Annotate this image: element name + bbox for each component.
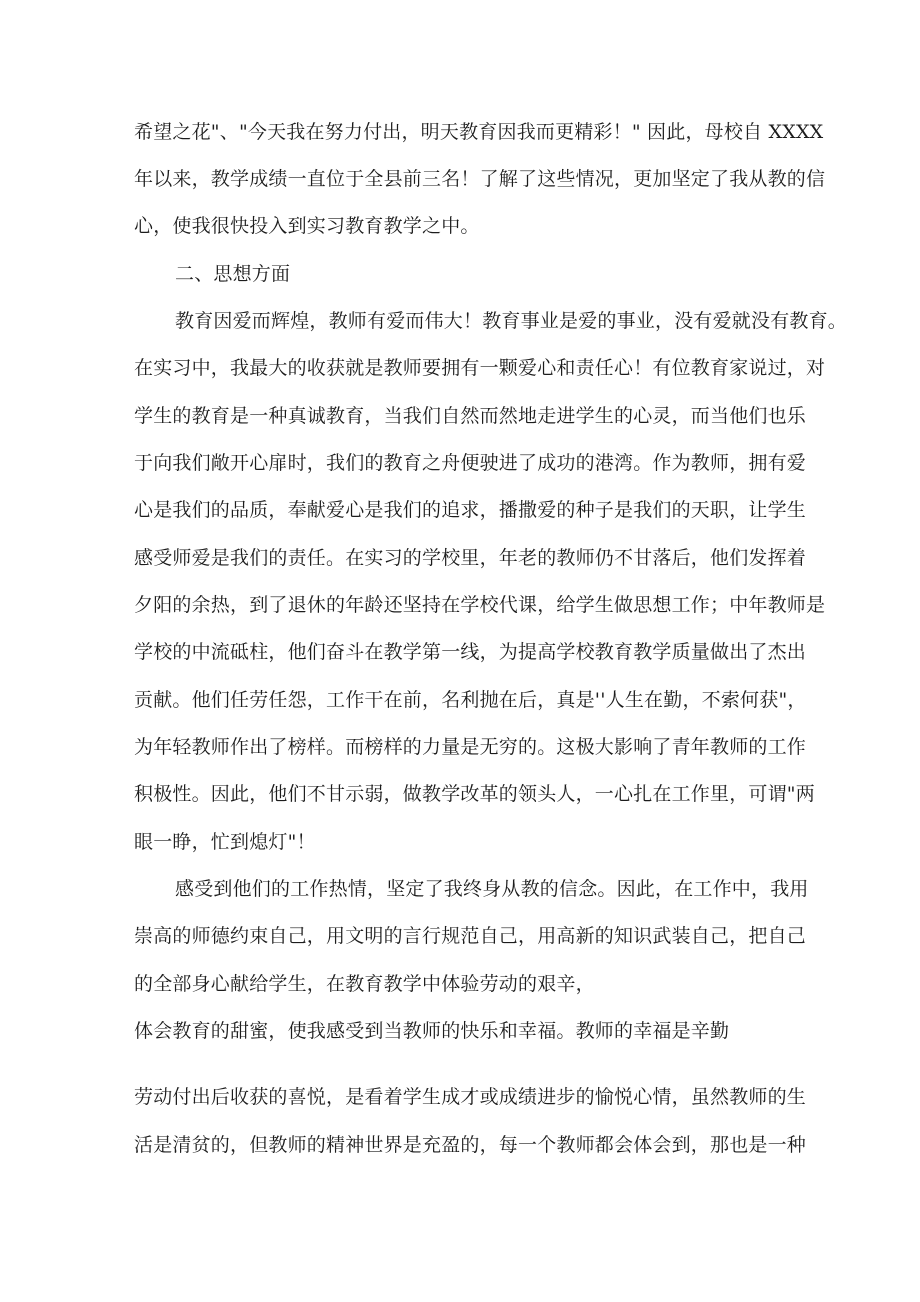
text-line: 体会教育的甜蜜，使我感受到当教师的快乐和幸福。教师的幸福是辛勤 xyxy=(134,1020,730,1042)
text-line: 心，使我很快投入到实习教育教学之中。 xyxy=(134,215,480,237)
text-line: 劳动付出后收获的喜悦，是看着学生成才或成绩进步的愉悦心情，虽然教师的生 xyxy=(134,1086,807,1108)
text-line: 学校的中流砥柱，他们奋斗在教学第一线，为提高学校教育教学质量做出了杰出 xyxy=(134,641,807,663)
text-line: 在实习中，我最大的收获就是教师要拥有一颗爱心和责任心！有位教育家说过，对 xyxy=(134,357,826,379)
text-line: 贡献。他们任劳任怨，工作干在前，名利抛在后，真是''人生在勤，不索何获"， xyxy=(134,689,807,711)
text-line: 眼一睁，忙到熄灯"！ xyxy=(134,831,316,853)
text-line: 于向我们敞开心扉时，我们的教育之舟便驶进了成功的港湾。作为教师，拥有爱 xyxy=(134,452,807,474)
text-line: 积极性。因此，他们不甘示弱，做教学改革的领头人，一心扎在工作里，可谓"两 xyxy=(134,783,815,805)
text-line: 年以来，教学成绩一直位于全县前三名！了解了这些情况，更加坚定了我从教的信 xyxy=(134,168,826,190)
text-line: 心是我们的品质，奉献爱心是我们的追求，播撒爱的种子是我们的天职，让学生 xyxy=(134,499,807,521)
text-line: 为年轻教师作出了榜样。而榜样的力量是无穷的。这极大影响了青年教师的工作 xyxy=(134,736,807,758)
section-heading: 二、思想方面 xyxy=(175,263,291,285)
text-line: 夕阳的余热，到了退休的年龄还坚持在学校代课，给学生做思想工作；中年教师是 xyxy=(134,594,826,616)
paragraph-first-line: 教育因爱而辉煌，教师有爱而伟大！教育事业是爱的事业，没有爱就没有教育。 xyxy=(175,310,848,332)
text-line: 感受师爱是我们的责任。在实习的学校里，年老的教师仍不甘落后，他们发挥着 xyxy=(134,547,807,569)
text-line: 的全部身心献给学生，在教育教学中体验劳动的艰辛， xyxy=(134,973,595,995)
text-line: 学生的教育是一种真诚教育，当我们自然而然地走进学生的心灵，而当他们也乐 xyxy=(134,405,807,427)
paragraph-first-line: 感受到他们的工作热情，坚定了我终身从教的信念。因此，在工作中，我用 xyxy=(175,878,809,900)
text-line: 希望之花"、"今天我在努力付出，明天教育因我而更精彩！" 因此，母校自 XXXX xyxy=(134,121,824,143)
text-line: 活是清贫的，但教师的精神世界是充盈的，每一个教师都会体会到，那也是一种 xyxy=(134,1134,807,1156)
text-line: 崇高的师德约束自己，用文明的言行规范自己，用高新的知识武装自己，把自己 xyxy=(134,925,807,947)
